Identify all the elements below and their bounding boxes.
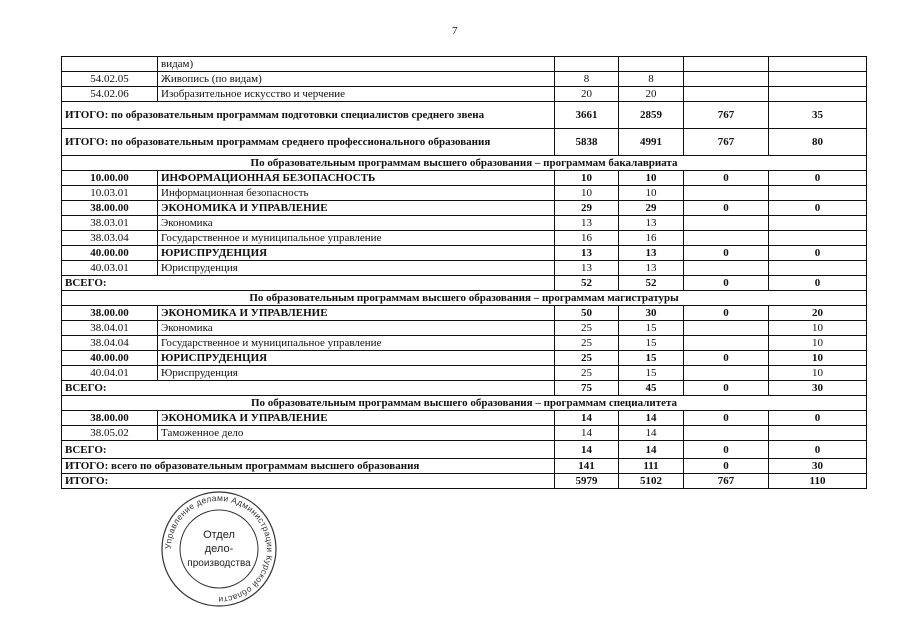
program-code: 40.03.01 [62, 261, 158, 276]
value-cell: 10 [619, 186, 684, 201]
total-label: ВСЕГО: [62, 441, 555, 459]
value-cell: 0 [684, 276, 769, 291]
value-cell: 5102 [619, 474, 684, 489]
total-row [62, 129, 867, 156]
program-code: 38.04.01 [62, 321, 158, 336]
program-name: ЭКОНОМИКА И УПРАВЛЕНИЕ [158, 306, 555, 321]
value-cell [769, 57, 867, 72]
section-header-row [62, 291, 867, 306]
value-cell: 14 [619, 441, 684, 459]
program-code: 10.00.00 [62, 171, 158, 186]
program-name: Юриспруденция [158, 261, 555, 276]
value-cell: 20 [619, 87, 684, 102]
admission-table-body [62, 57, 867, 489]
value-cell [769, 231, 867, 246]
value-cell: 767 [684, 474, 769, 489]
value-cell: 10 [555, 186, 619, 201]
program-row [62, 87, 867, 102]
program-code: 38.00.00 [62, 306, 158, 321]
total-label: ИТОГО: всего по образовательным программам высшего образования [62, 459, 555, 474]
program-code: 54.02.05 [62, 72, 158, 87]
value-cell: 13 [555, 216, 619, 231]
value-cell [769, 261, 867, 276]
value-cell: 25 [555, 336, 619, 351]
value-cell: 75 [555, 381, 619, 396]
program-row [62, 231, 867, 246]
value-cell [769, 426, 867, 441]
program-row [62, 426, 867, 441]
program-code: 38.00.00 [62, 411, 158, 426]
value-cell [619, 57, 684, 72]
value-cell: 0 [684, 459, 769, 474]
program-name: Информационная безопасность [158, 186, 555, 201]
value-cell: 767 [684, 102, 769, 129]
stamp-line-3: производства [187, 558, 251, 569]
value-cell: 29 [555, 201, 619, 216]
value-cell: 0 [769, 411, 867, 426]
value-cell: 5979 [555, 474, 619, 489]
value-cell: 0 [684, 201, 769, 216]
program-name: Государственное и муниципальное управление [158, 231, 555, 246]
program-code: 38.04.04 [62, 336, 158, 351]
page-number: 7 [452, 25, 458, 37]
admission-table [61, 56, 867, 489]
value-cell: 52 [555, 276, 619, 291]
value-cell: 15 [619, 351, 684, 366]
value-cell: 0 [684, 381, 769, 396]
total-label: ИТОГО: по образовательным программам подготовки специалистов среднего звена [62, 102, 555, 129]
value-cell: 110 [769, 474, 867, 489]
value-cell [769, 72, 867, 87]
program-row [62, 72, 867, 87]
program-name: Таможенное дело [158, 426, 555, 441]
value-cell: 13 [555, 261, 619, 276]
program-name: Изобразительное искусство и черчение [158, 87, 555, 102]
total-row [62, 276, 867, 291]
program-row [62, 216, 867, 231]
value-cell: 30 [769, 381, 867, 396]
value-cell: 52 [619, 276, 684, 291]
value-cell: 0 [769, 246, 867, 261]
value-cell: 13 [619, 216, 684, 231]
program-row [62, 321, 867, 336]
value-cell: 0 [684, 351, 769, 366]
section-title: По образовательным программам высшего образования – программам магистратуры [62, 291, 867, 306]
program-code: 10.03.01 [62, 186, 158, 201]
value-cell [684, 87, 769, 102]
value-cell: 0 [684, 441, 769, 459]
value-cell: 14 [555, 411, 619, 426]
section-header-row [62, 156, 867, 171]
value-cell: 13 [555, 246, 619, 261]
total-label: ИТОГО: по образовательным программам среднего профессионального образования [62, 129, 555, 156]
value-cell: 3661 [555, 102, 619, 129]
program-code: 38.03.01 [62, 216, 158, 231]
value-cell [684, 231, 769, 246]
value-cell [684, 186, 769, 201]
value-cell: 10 [769, 351, 867, 366]
value-cell: 20 [555, 87, 619, 102]
program-row [62, 351, 867, 366]
program-code: 40.04.01 [62, 366, 158, 381]
value-cell [769, 87, 867, 102]
value-cell: 80 [769, 129, 867, 156]
total-label: ВСЕГО: [62, 381, 555, 396]
value-cell: 14 [619, 411, 684, 426]
value-cell: 0 [769, 201, 867, 216]
program-name: видам) [158, 57, 555, 72]
stamp-line-2: дело- [204, 543, 234, 555]
value-cell: 35 [769, 102, 867, 129]
program-row [62, 306, 867, 321]
value-cell: 141 [555, 459, 619, 474]
program-code [62, 57, 158, 72]
total-label: ИТОГО: [62, 474, 555, 489]
program-name: ЭКОНОМИКА И УПРАВЛЕНИЕ [158, 201, 555, 216]
value-cell: 15 [619, 366, 684, 381]
program-row [62, 366, 867, 381]
value-cell [684, 261, 769, 276]
value-cell: 29 [619, 201, 684, 216]
value-cell: 30 [619, 306, 684, 321]
program-name: ИНФОРМАЦИОННАЯ БЕЗОПАСНОСТЬ [158, 171, 555, 186]
value-cell: 10 [619, 171, 684, 186]
program-code: 40.00.00 [62, 351, 158, 366]
program-code: 38.05.02 [62, 426, 158, 441]
program-row [62, 261, 867, 276]
total-row [62, 102, 867, 129]
total-row [62, 459, 867, 474]
value-cell: 10 [769, 366, 867, 381]
value-cell: 16 [555, 231, 619, 246]
value-cell: 2859 [619, 102, 684, 129]
total-row [62, 474, 867, 489]
value-cell [769, 186, 867, 201]
value-cell [684, 57, 769, 72]
value-cell: 13 [619, 246, 684, 261]
program-name: Экономика [158, 216, 555, 231]
value-cell [684, 216, 769, 231]
program-row [62, 201, 867, 216]
office-stamp [160, 490, 278, 608]
program-row [62, 411, 867, 426]
value-cell: 10 [769, 321, 867, 336]
program-name: ЮРИСПРУДЕНЦИЯ [158, 351, 555, 366]
value-cell: 0 [769, 441, 867, 459]
program-name: Живопись (по видам) [158, 72, 555, 87]
value-cell: 15 [619, 336, 684, 351]
program-code: 38.00.00 [62, 201, 158, 216]
section-title: По образовательным программам высшего образования – программам бакалавриата [62, 156, 867, 171]
program-code: 54.02.06 [62, 87, 158, 102]
program-row [62, 57, 867, 72]
total-label: ВСЕГО: [62, 276, 555, 291]
value-cell [769, 216, 867, 231]
value-cell: 0 [684, 246, 769, 261]
value-cell: 50 [555, 306, 619, 321]
total-row [62, 441, 867, 459]
value-cell: 0 [684, 411, 769, 426]
program-name: Государственное и муниципальное управление [158, 336, 555, 351]
value-cell: 0 [769, 276, 867, 291]
value-cell: 14 [619, 426, 684, 441]
value-cell [555, 57, 619, 72]
value-cell [684, 366, 769, 381]
program-row [62, 171, 867, 186]
program-name: ЭКОНОМИКА И УПРАВЛЕНИЕ [158, 411, 555, 426]
program-row [62, 336, 867, 351]
program-code: 40.00.00 [62, 246, 158, 261]
section-title: По образовательным программам высшего образования – программам специалитета [62, 396, 867, 411]
value-cell [684, 321, 769, 336]
value-cell: 25 [555, 321, 619, 336]
program-code: 38.03.04 [62, 231, 158, 246]
value-cell: 20 [769, 306, 867, 321]
program-name: Юриспруденция [158, 366, 555, 381]
value-cell [684, 336, 769, 351]
value-cell: 8 [619, 72, 684, 87]
program-name: ЮРИСПРУДЕНЦИЯ [158, 246, 555, 261]
value-cell: 0 [769, 171, 867, 186]
program-row [62, 246, 867, 261]
value-cell: 111 [619, 459, 684, 474]
value-cell [684, 72, 769, 87]
value-cell: 25 [555, 351, 619, 366]
value-cell: 5838 [555, 129, 619, 156]
value-cell: 10 [555, 171, 619, 186]
total-row [62, 381, 867, 396]
value-cell: 13 [619, 261, 684, 276]
stamp-line-1: Отдел [203, 529, 235, 541]
value-cell: 14 [555, 426, 619, 441]
value-cell: 767 [684, 129, 769, 156]
value-cell: 0 [684, 306, 769, 321]
value-cell: 16 [619, 231, 684, 246]
stamp-ring-text: Управление делами Администрации Курской области [162, 492, 276, 606]
value-cell: 0 [684, 171, 769, 186]
program-row [62, 186, 867, 201]
value-cell: 14 [555, 441, 619, 459]
value-cell: 8 [555, 72, 619, 87]
program-name: Экономика [158, 321, 555, 336]
value-cell: 45 [619, 381, 684, 396]
value-cell: 30 [769, 459, 867, 474]
value-cell: 4991 [619, 129, 684, 156]
value-cell: 25 [555, 366, 619, 381]
value-cell: 10 [769, 336, 867, 351]
value-cell [684, 426, 769, 441]
section-header-row [62, 396, 867, 411]
value-cell: 15 [619, 321, 684, 336]
